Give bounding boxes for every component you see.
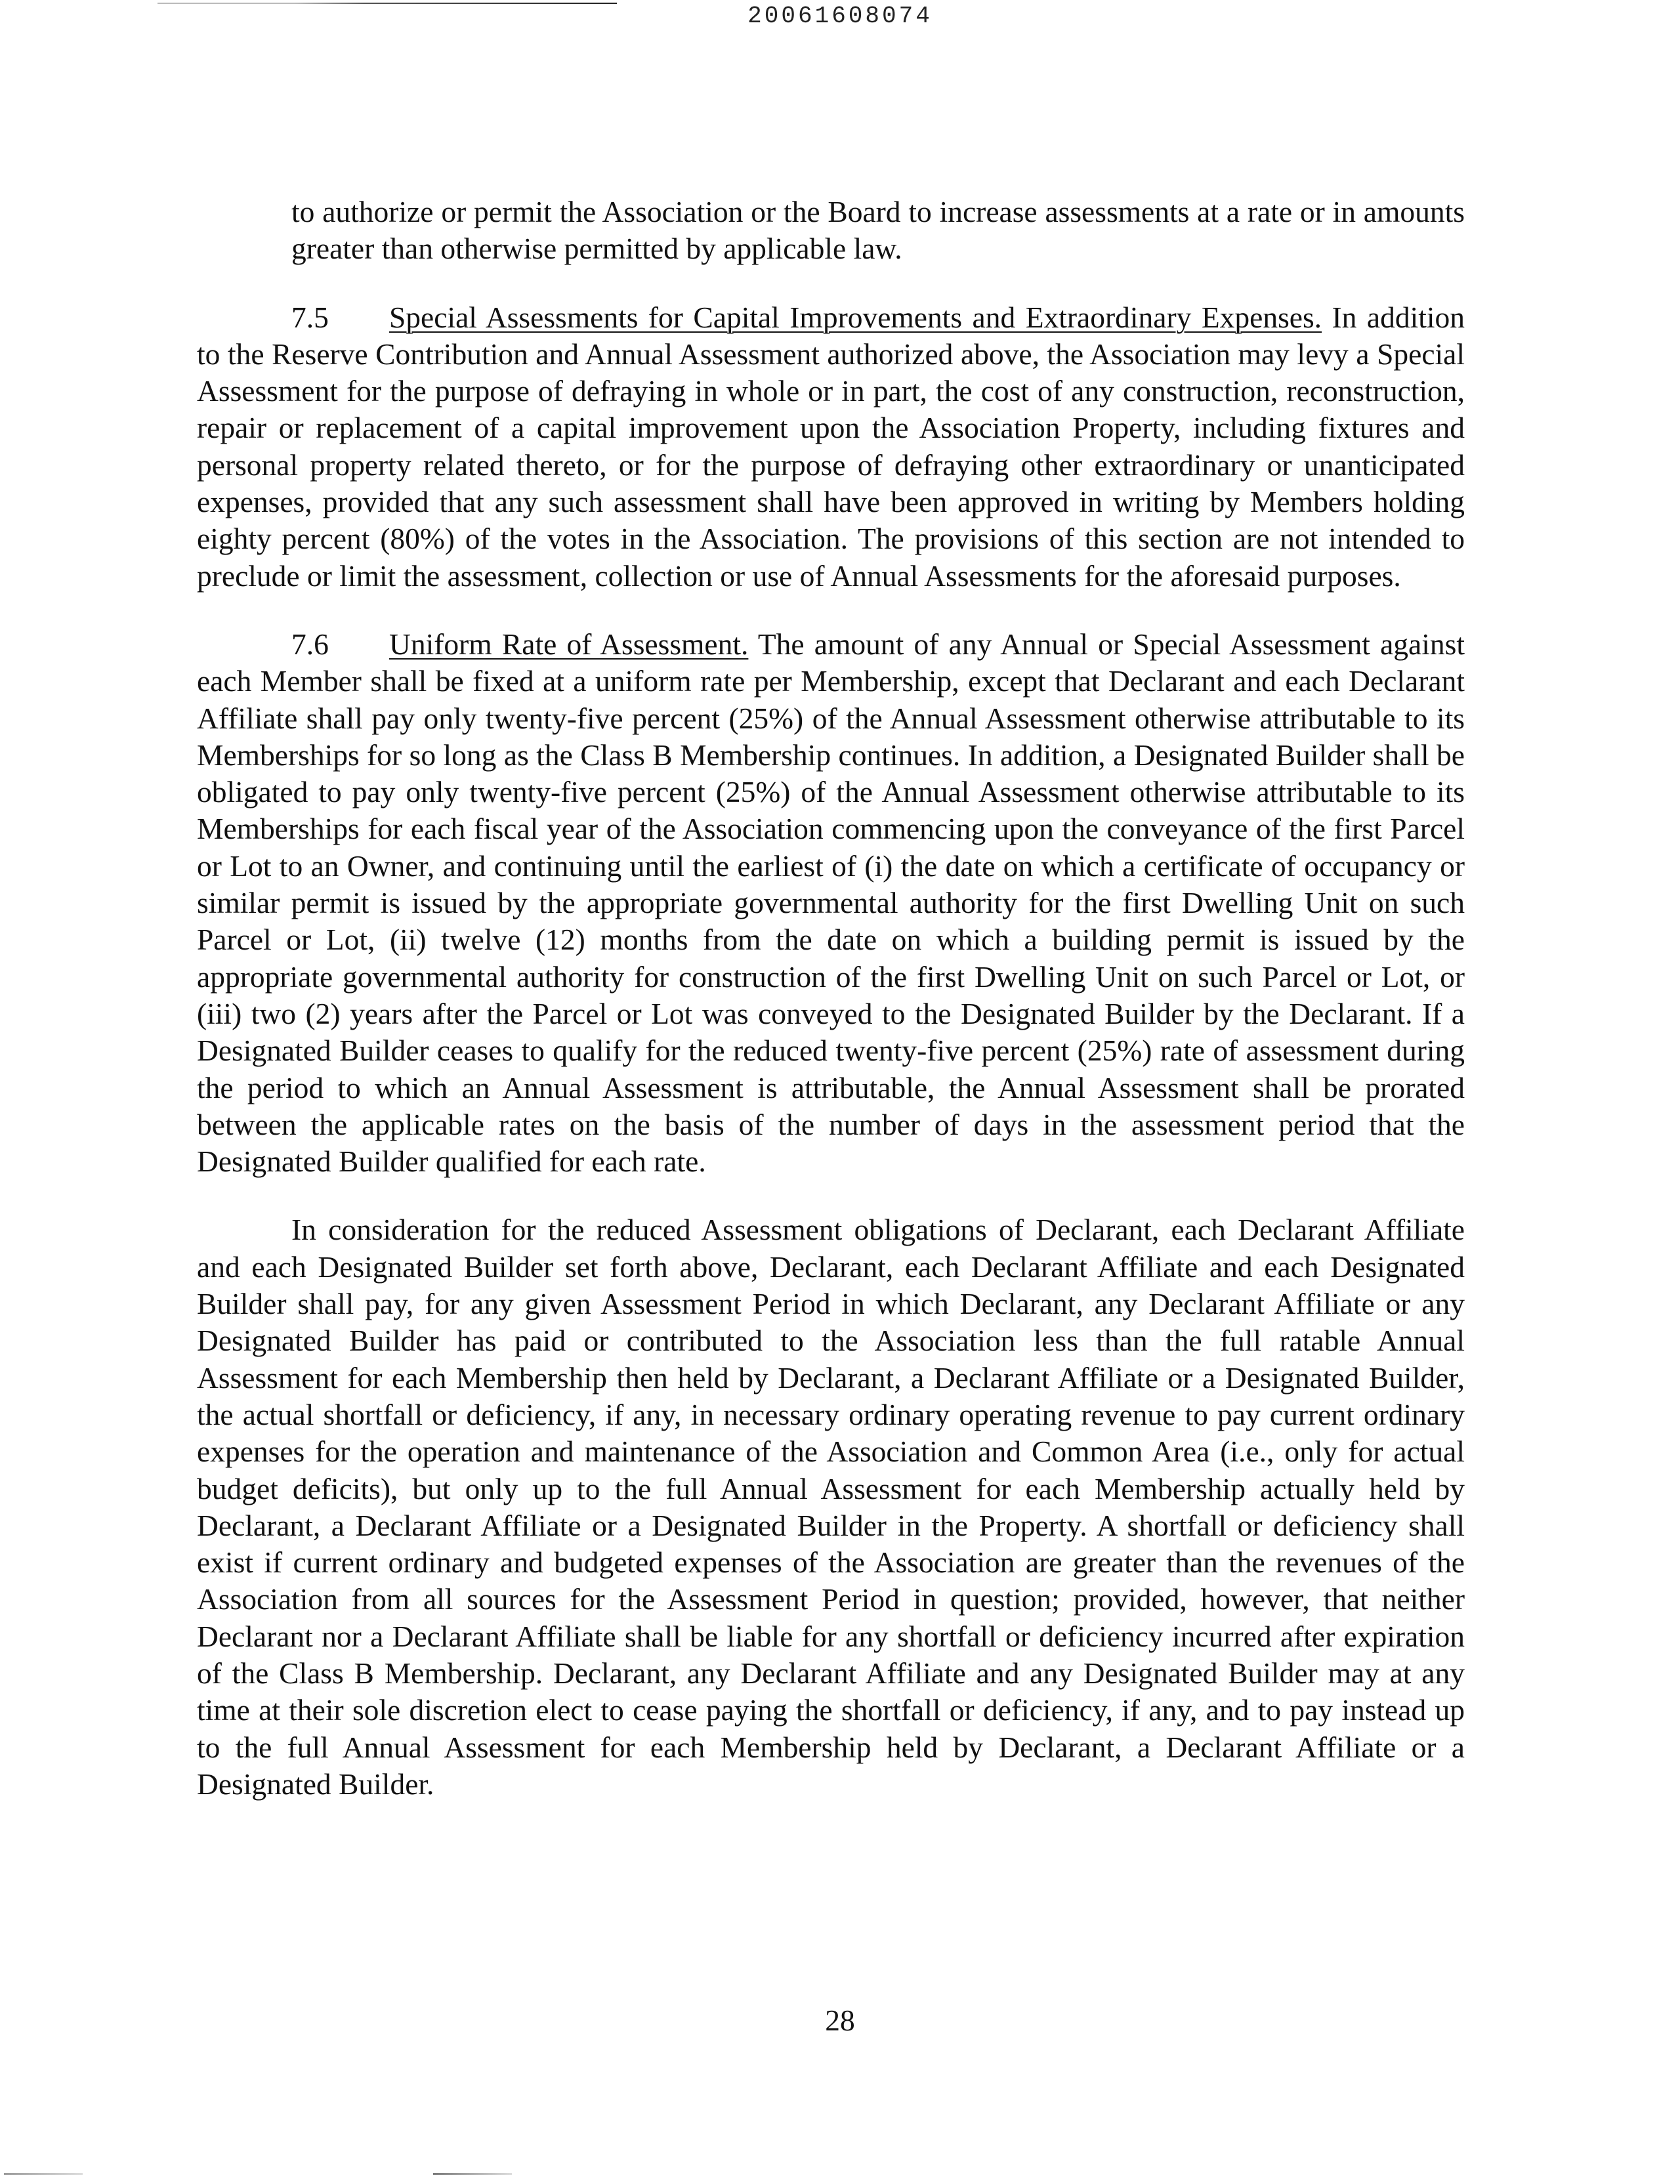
document-number: 20061608074 bbox=[747, 3, 933, 30]
section-7-6-number: 7.6 bbox=[291, 627, 329, 661]
continuation-paragraph: to authorize or permit the Association or the Board to increase assessments at a rate or in amounts greater than otherwise permitted by applicable law. bbox=[291, 195, 1465, 266]
page-number: 28 bbox=[825, 2004, 855, 2037]
section-7-6-title: Uniform Rate of Assessment. bbox=[389, 627, 749, 661]
section-7-5 bbox=[197, 299, 1465, 595]
scan-artifact-bottom-left bbox=[4, 2173, 83, 2175]
section-7-6 bbox=[197, 626, 1465, 1180]
section-7-5-body: In addition to the Reserve Contribution and Annual Assessment authorized above, the Association may levy a Special Assessment for the purpose of defraying in whole or in part, the cost of any construction, reconstruction, repair or replacement of a capital improvement upon the Association Property, including fixtures and personal property related thereto, or for the purpose of defraying other extraordinary or unanticipated expenses, provided that any such assessment shall have been approved in writing by Members holding eighty percent (80%) of the votes in the Association. The provisions of this section are not intended to preclude or limit the assessment, collection or use of Annual Assessments for the aforesaid purposes. bbox=[197, 300, 1465, 593]
section-7-5-title: Special Assessments for Capital Improvements and Extraordinary Expenses. bbox=[389, 300, 1322, 334]
consideration-paragraph: In consideration for the reduced Assessment obligations of Declarant, each Declarant Affiliate and each Designated Builder set forth above, Declarant, each Declarant Affiliate and each Designated Builder shall pay, for any given Assessment Period in which Declarant, any Declarant Affiliate or any Designated Builder has paid or contributed to the Association less than the full ratable Annual Assessment for each Membership then held by Declarant, a Declarant Affiliate or a Designated Builder, the actual shortfall or deficiency, if any, in necessary ordinary operating revenue to pay current ordinary expenses for the operation and maintenance of the Association and Common Area (i.e., only for actual budget deficits), but only up to the full Annual Assessment for each Membership actually held by Declarant, a Declarant Affiliate or a Designated Builder in the Property. A shortfall or deficiency shall exist if current ordinary and budgeted expenses of the Association are greater than the revenues of the Association from all sources for the Assessment Period in question; provided, however, that neither Declarant nor a Declarant Affiliate shall be liable for any shortfall or deficiency incurred after expiration of the Class B Membership. Declarant, any Declarant Affiliate and any Designated Builder may at any time at their sole discretion elect to cease paying the shortfall or deficiency, if any, and to pay instead up to the full Annual Assessment for each Membership held by Declarant, a Declarant Affiliate or a Designated Builder. bbox=[197, 1213, 1465, 1801]
page-body bbox=[197, 194, 1465, 1803]
section-7-6-body: The amount of any Annual or Special Assessment against each Member shall be fixed at a uniform rate per Membership, except that Declarant and each Declarant Affiliate shall pay only twenty-five percent (25%) of the Annual Assessment otherwise attributable to its Memberships for so long as the Class B Membership continues. In addition, a Designated Builder shall be obligated to pay only twenty-five percent (25%) of the Annual Assessment otherwise attributable to its Memberships for each fiscal year of the Association commencing upon the conveyance of the first Parcel or Lot to an Owner, and continuing until the earliest of (i) the date on which a certificate of occupancy or similar permit is issued by the appropriate governmental authority for the first Dwelling Unit on such Parcel or Lot, (ii) twelve (12) months from the date on which a building permit is issued by the appropriate governmental authority for construction of the first Dwelling Unit on such Parcel or Lot, or (iii) two (2) years after the Parcel or Lot was conveyed to the Designated Builder by the Declarant. If a Designated Builder ceases to qualify for the reduced twenty-five percent (25%) rate of assessment during the period to which an Annual Assessment is attributable, the Annual Assessment shall be prorated between the applicable rates on the basis of the number of days in the assessment period that the Designated Builder qualified for each rate. bbox=[197, 627, 1465, 1179]
scan-artifact-bottom-center bbox=[433, 2173, 512, 2175]
section-7-5-number: 7.5 bbox=[291, 300, 329, 334]
